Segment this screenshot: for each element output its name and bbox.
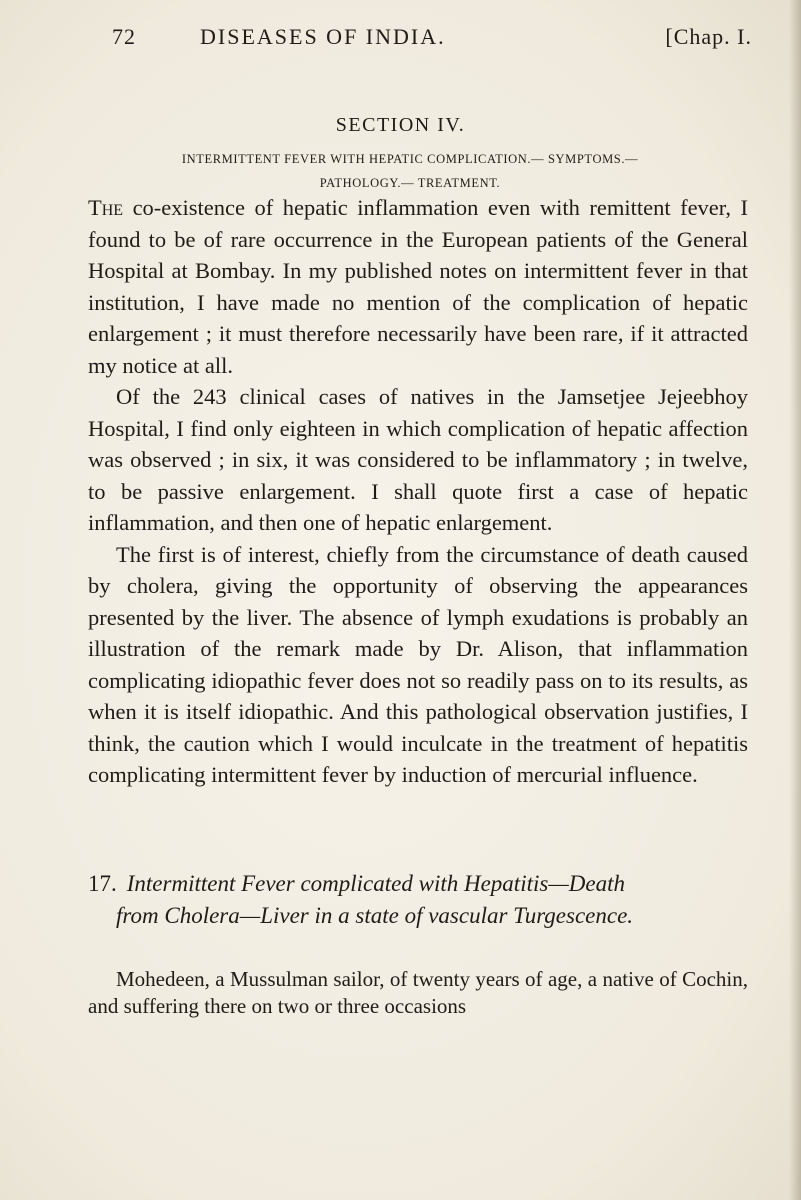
case-heading [88, 868, 748, 931]
page-number: 72 [112, 24, 136, 49]
case-heading-line-1: Intermittent Fever complicated with Hepatitis—Death [126, 871, 625, 896]
body-text [88, 192, 748, 791]
page-edge-shadow [789, 0, 801, 1200]
section-subtitle [90, 147, 730, 195]
paragraph-1 [88, 192, 748, 381]
running-head [112, 24, 752, 58]
running-title: DISEASES OF INDIA. [200, 24, 446, 49]
paragraph-text: co-existence of hepatic inflammation even with remittent fever, I found to be of rare occurrence in the European patients of the General Hospital at Bombay. In my published notes on intermittent fever in that institution, I have made no mention of the complication of hepatic enlargement ; it must therefore necessarily have been rare, if it attracted my notice at all. [88, 195, 748, 378]
subtitle-line-2: PATHOLOGY.— TREATMENT. [319, 176, 501, 190]
case-number: 17. [88, 871, 117, 896]
paragraph-3: The first is of interest, chiefly from the circumstance of death caused by cholera, giving the opportunity of observing the appearances presented by the liver. The absence of lymph exudations is probably an illustration of the remark made by Dr. Alison, that inflammation complicating idiopathic fever does not so readily pass on to its results, as when it is itself idiopathic. And this pathological observation justifies, I think, the caution which I would inculcate in the treatment of hepatitis complicating intermittent fever by induction of mercurial influence. [88, 541, 748, 787]
case-paragraph: Mohedeen, a Mussulman sailor, of twenty years of age, a native of Cochin, and suffering there on two or three occasions [88, 967, 748, 1018]
paragraph-2: Of the 243 clinical cases of natives in the Jamsetjee Jejeebhoy Hospital, I find only eighteen in which complication of hepatic affection was observed ; in six, it was considered to be inflammatory ; in twelve, to be passive enlargement. I shall quote first a case of hepatic inflammation, and then one of hepatic enlargement. [88, 384, 748, 535]
case-heading-line-2: from Cholera—Liver in a state of vascular Turgescence. [116, 902, 634, 928]
chapter-marker: [Chap. I. [665, 24, 752, 49]
paragraph-lead: The [88, 195, 124, 220]
case-body [88, 966, 748, 1020]
section-title: SECTION IV. [335, 114, 466, 136]
subtitle-line-1: INTERMITTENT FEVER WITH HEPATIC COMPLICATION.— SYMPTOMS.— [181, 152, 639, 166]
